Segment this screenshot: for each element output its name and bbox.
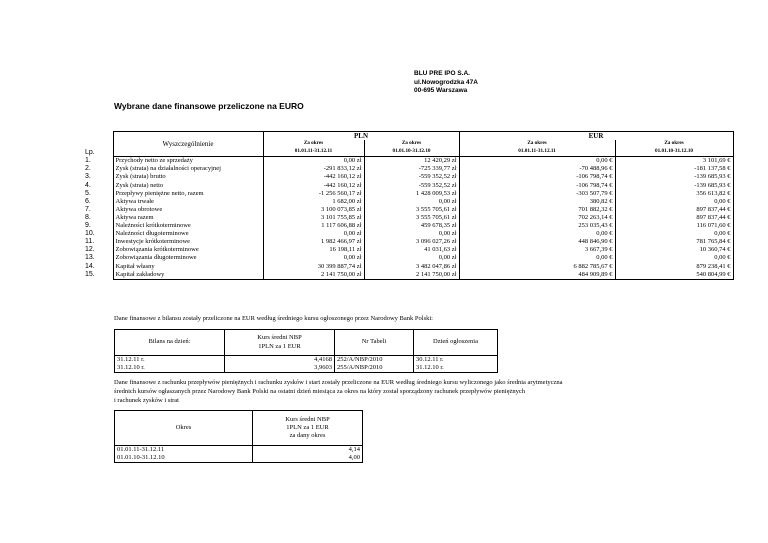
value-pln-2010: -559 352,52 zł bbox=[364, 173, 459, 181]
table-row bbox=[84, 263, 733, 271]
value-eur-2010: 879 238,41 € bbox=[615, 263, 733, 271]
value-eur-2010: 897 837,44 € bbox=[615, 206, 733, 214]
table-body bbox=[84, 157, 733, 279]
value-pln-2011: -1 256 560,17 zł bbox=[263, 190, 364, 198]
period-pln-2010: 01.01.10-31.12.10 bbox=[364, 148, 459, 157]
header-balance-date: Bilans na dzień: bbox=[115, 330, 225, 356]
header-avg-rate-line1: Kurs średni NBP bbox=[285, 415, 330, 423]
value-eur-2010: 540 804,99 € bbox=[615, 271, 733, 280]
row-label: Należności długoterminowe bbox=[113, 230, 263, 238]
value-pln-2011: -442 160,12 zł bbox=[263, 182, 364, 190]
table-row bbox=[84, 206, 733, 214]
value-eur-2011: 448 846,90 € bbox=[459, 238, 615, 246]
rate-announced: 30.12.11 r. bbox=[414, 356, 498, 365]
row-label: Aktywa trwałe bbox=[113, 198, 263, 206]
value-eur-2010: 0,00 € bbox=[615, 254, 733, 262]
value-eur-2011: -70 488,96 € bbox=[459, 165, 615, 173]
header-table-no: Nr Tabeli bbox=[335, 330, 414, 356]
table-header-row bbox=[115, 411, 363, 446]
table-header-row bbox=[115, 330, 498, 356]
value-eur-2011: 0,00 € bbox=[459, 157, 615, 166]
financial-data-table bbox=[84, 131, 734, 280]
row-number: 8. bbox=[85, 213, 91, 221]
row-number: 3. bbox=[85, 173, 91, 181]
company-city: 00-695 Warszawa bbox=[414, 87, 468, 94]
row-number: 1. bbox=[85, 157, 91, 165]
row-label: Należności krótkoterminowe bbox=[113, 222, 263, 230]
period-pln-2011: 01.01.11-31.12.11 bbox=[263, 148, 364, 157]
header-nbp-rate-line1: Kurs średni NBP bbox=[257, 334, 302, 342]
value-pln-2010: 12 420,29 zł bbox=[364, 157, 459, 166]
table-row bbox=[84, 173, 733, 181]
value-eur-2011: 253 035,43 € bbox=[459, 222, 615, 230]
value-pln-2011: -442 160,12 zł bbox=[263, 173, 364, 181]
row-number: 6. bbox=[85, 197, 91, 205]
value-eur-2011: -106 798,74 € bbox=[459, 182, 615, 190]
value-eur-2010: 116 071,60 € bbox=[615, 222, 733, 230]
rate-value: 4,4168 bbox=[225, 356, 335, 365]
value-eur-2011: 484 909,89 € bbox=[459, 271, 615, 280]
value-eur-2010: 0,00 € bbox=[615, 198, 733, 206]
value-pln-2010: 3 555 705,61 zł bbox=[364, 206, 459, 214]
table-row bbox=[84, 190, 733, 198]
period-eur-2011: 01.01.11-31.12.11 bbox=[459, 148, 615, 157]
rate-value: 3,9603 bbox=[225, 364, 335, 373]
value-pln-2011: 1 117 606,88 zł bbox=[263, 222, 364, 230]
value-eur-2010: 10 360,74 € bbox=[615, 246, 733, 254]
row-number: 13. bbox=[85, 254, 95, 262]
row-number: 7. bbox=[85, 205, 91, 213]
row-label: Zysk (strata) na działalności operacyjnej bbox=[113, 165, 263, 173]
header-nbp-rate-line2: 1PLN za 1 EUR bbox=[258, 342, 301, 350]
value-pln-2011: 0,00 zł bbox=[263, 230, 364, 238]
group-header-pln: PLN bbox=[263, 132, 459, 141]
value-pln-2010: 3 096 027,26 zł bbox=[364, 238, 459, 246]
rate-table-no: 255/A/NBP/2010 bbox=[335, 364, 414, 373]
value-pln-2011: 2 141 750,00 zł bbox=[263, 271, 364, 280]
header-announcement-date: Dzień ogłoszenia bbox=[414, 330, 498, 356]
value-pln-2011: -291 833,12 zł bbox=[263, 165, 364, 173]
table-row bbox=[84, 165, 733, 173]
note-line: Dane finansowe z rachunku przepływów pieniężnych i rachunku zysków i start zostały przeliczone na EUR według średniego kursu wyliczonego jako średnia arytmetyczna bbox=[114, 379, 563, 386]
value-eur-2011: 701 882,32 € bbox=[459, 206, 615, 214]
row-label: Aktywa obrotowe bbox=[113, 206, 263, 214]
row-number: 15. bbox=[85, 270, 95, 278]
table-row bbox=[84, 254, 733, 262]
value-eur-2010: -139 685,93 € bbox=[615, 173, 733, 181]
table-row bbox=[115, 454, 363, 463]
value-pln-2011: 16 198,11 zł bbox=[263, 246, 364, 254]
value-eur-2010: 3 101,69 € bbox=[615, 157, 733, 166]
value-pln-2010: 3 482 047,86 zł bbox=[364, 263, 459, 271]
avg-rate: 4,00 bbox=[253, 454, 363, 463]
header-period: Okres bbox=[115, 411, 253, 446]
avg-period: 01.01.11-31.12.11 bbox=[115, 446, 253, 455]
value-eur-2011: -303 507,79 € bbox=[459, 190, 615, 198]
table-row bbox=[115, 364, 498, 373]
row-label: Inwestycje krótkoterminowe bbox=[113, 238, 263, 246]
row-label: Przepływy pieniężne netto, razem bbox=[113, 190, 263, 198]
page-title: Wybrane dane finansowe przeliczone na EURO bbox=[114, 101, 304, 111]
value-eur-2011: 6 882 785,67 € bbox=[459, 263, 615, 271]
average-rates-table bbox=[114, 410, 363, 463]
table-row bbox=[84, 157, 733, 166]
avg-period: 01.01.10-31.12.10 bbox=[115, 454, 253, 463]
row-number: 4. bbox=[85, 181, 91, 189]
value-pln-2010: 0,00 zł bbox=[364, 254, 459, 262]
note-line: średnich kursów ogłaszanych przez Narodowy Bank Polski na ostatni dzień miesiąca za okres na który został sporządzony rachunek przepływów pieniężnych bbox=[114, 388, 525, 396]
table-row bbox=[84, 238, 733, 246]
header-avg-rate bbox=[253, 411, 363, 446]
rate-announced: 31.12.10 r. bbox=[414, 364, 498, 373]
table-row bbox=[84, 182, 733, 190]
period-label: Za okres bbox=[615, 140, 733, 148]
group-header-eur: EUR bbox=[459, 132, 733, 141]
value-eur-2010: -139 685,93 € bbox=[615, 182, 733, 190]
value-pln-2011: 0,00 zł bbox=[263, 254, 364, 262]
table-row bbox=[84, 214, 733, 222]
row-number: 11. bbox=[85, 238, 95, 246]
exchange-rates-table bbox=[114, 329, 498, 373]
row-label: Kapitał własny bbox=[113, 263, 263, 271]
row-number: 2. bbox=[85, 165, 91, 173]
value-pln-2010: 0,00 zł bbox=[364, 198, 459, 206]
value-eur-2011: 0,00 € bbox=[459, 254, 615, 262]
table-row bbox=[115, 446, 363, 455]
value-pln-2011: 3 100 073,85 zł bbox=[263, 206, 364, 214]
table-header-row bbox=[84, 132, 733, 141]
period-label: Za okres bbox=[263, 140, 364, 148]
row-label: Zobowiązania długoterminowe bbox=[113, 254, 263, 262]
rate-date: 31.12.11 r. bbox=[115, 356, 225, 365]
value-pln-2010: 3 555 705,61 zł bbox=[364, 214, 459, 222]
value-eur-2011: 380,82 € bbox=[459, 198, 615, 206]
note-line: i rachunek zysków i strat bbox=[114, 397, 179, 405]
table-row bbox=[115, 356, 498, 365]
table-row bbox=[84, 246, 733, 254]
value-eur-2011: -106 798,74 € bbox=[459, 173, 615, 181]
row-label: Aktywa razem bbox=[113, 214, 263, 222]
value-pln-2011: 30 399 887,74 zł bbox=[263, 263, 364, 271]
value-pln-2011: 3 101 755,85 zł bbox=[263, 214, 364, 222]
value-eur-2010: -181 137,58 € bbox=[615, 165, 733, 173]
row-number: 10. bbox=[85, 230, 95, 238]
table-row bbox=[84, 222, 733, 230]
header-avg-rate-line3: za dany okres bbox=[289, 432, 326, 440]
value-eur-2010: 897 837,44 € bbox=[615, 214, 733, 222]
rate-table-no: 252/A/NBP/2010 bbox=[335, 356, 414, 365]
value-pln-2010: 2 141 750,00 zł bbox=[364, 271, 459, 280]
value-eur-2010: 0,00 € bbox=[615, 230, 733, 238]
value-pln-2011: 1 682,00 zł bbox=[263, 198, 364, 206]
value-pln-2011: 0,00 zł bbox=[263, 157, 364, 166]
value-pln-2010: 41 031,63 zł bbox=[364, 246, 459, 254]
value-pln-2010: -725 339,77 zł bbox=[364, 165, 459, 173]
company-street: ul.Nowogrodzka 47A bbox=[414, 78, 478, 86]
value-pln-2010: 459 678,35 zł bbox=[364, 222, 459, 230]
value-pln-2011: 1 982 466,97 zł bbox=[263, 238, 364, 246]
row-label: Przychody netto ze sprzedaży bbox=[113, 157, 263, 166]
value-eur-2010: 781 765,84 € bbox=[615, 238, 733, 246]
row-number: 5. bbox=[85, 189, 91, 197]
table-row bbox=[84, 198, 733, 206]
row-number: 12. bbox=[85, 246, 95, 254]
rate-date: 31.12.10 r. bbox=[115, 364, 225, 373]
value-eur-2011: 3 667,39 € bbox=[459, 246, 615, 254]
table-row bbox=[84, 271, 733, 280]
row-label: Zysk (strata) brutto bbox=[113, 173, 263, 181]
note-balance-rates: Dane finansowe z bilansu zostały przeliczone na EUR według średniego kursu ogłoszonego przez Narodowy Bank Polski: bbox=[114, 315, 433, 322]
row-label: Kapitał zakładowy bbox=[113, 271, 263, 280]
value-eur-2011: 0,00 € bbox=[459, 230, 615, 238]
period-eur-2010: 01.01.10-31.12.10 bbox=[615, 148, 733, 157]
avg-rate: 4,14 bbox=[253, 446, 363, 455]
column-header-description: Wyszczególnienie bbox=[113, 132, 263, 157]
note-average-rates bbox=[114, 378, 768, 406]
company-name: BLU PRE IPO S.A. bbox=[414, 70, 470, 77]
period-label: Za okres bbox=[459, 140, 615, 148]
row-label: Zobowiązania krótkoterminowe bbox=[113, 246, 263, 254]
header-avg-rate-line2: 1PLN za 1 EUR bbox=[286, 423, 329, 431]
value-eur-2010: 356 613,82 € bbox=[615, 190, 733, 198]
table-row bbox=[84, 230, 733, 238]
value-eur-2011: 702 263,14 € bbox=[459, 214, 615, 222]
column-header-lp: Lp. bbox=[85, 148, 95, 156]
value-pln-2010: 0,00 zł bbox=[364, 230, 459, 238]
period-label: Za okres bbox=[364, 140, 459, 148]
row-number: 9. bbox=[85, 222, 91, 230]
row-number: 14. bbox=[85, 262, 95, 270]
value-pln-2010: -559 352,52 zł bbox=[364, 182, 459, 190]
value-pln-2010: 1 428 009,53 zł bbox=[364, 190, 459, 198]
header-nbp-rate bbox=[225, 330, 335, 356]
company-address bbox=[414, 70, 478, 96]
row-label: Zysk (strata) netto bbox=[113, 182, 263, 190]
